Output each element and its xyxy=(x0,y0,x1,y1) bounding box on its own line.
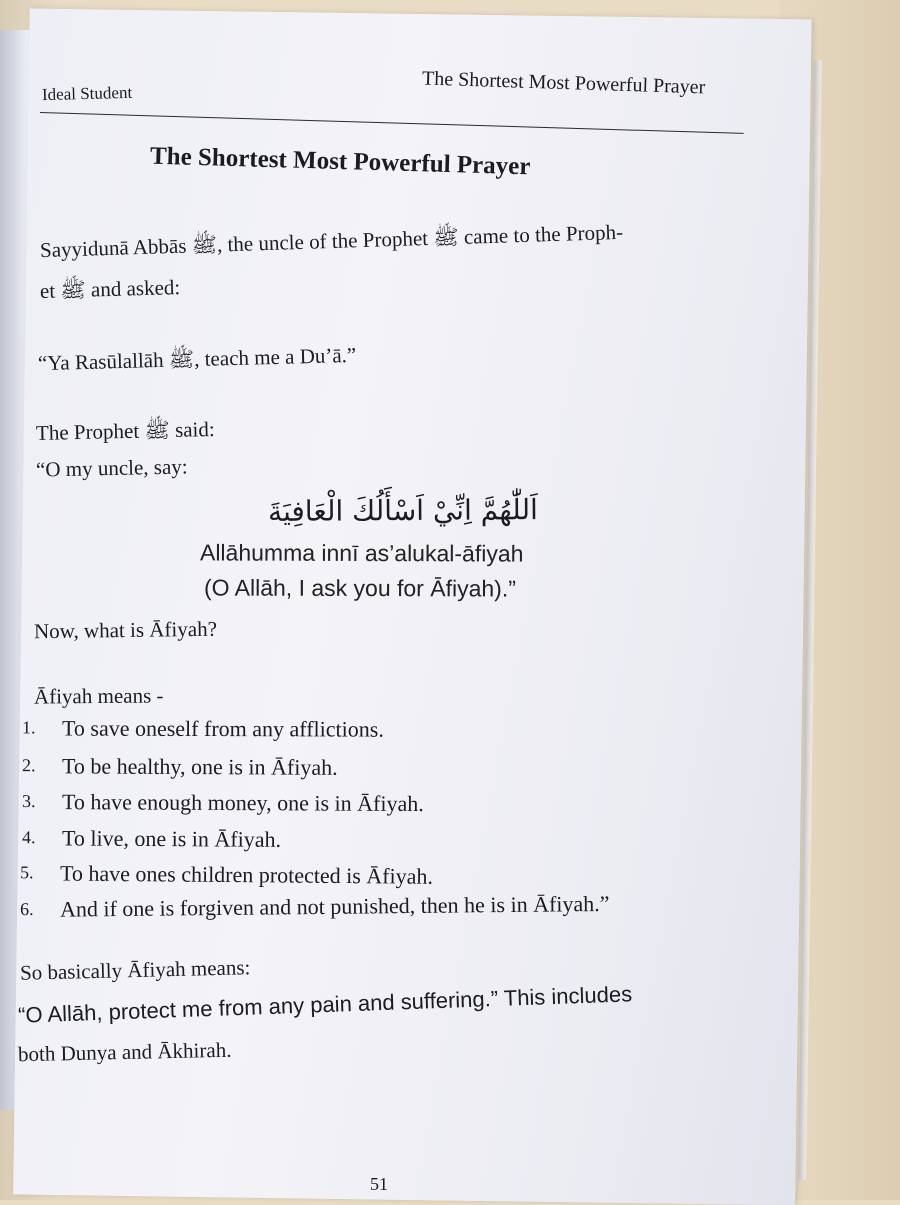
dua-translation: (O Allāh, I ask you for Āfiyah).” xyxy=(203,574,516,602)
list-text: And if one is forgiven and not punished, then he is in Āfiyah.” xyxy=(59,890,610,922)
request-quote: “Ya Rasūlallāh ﷺ, teach me a Du’ā.” xyxy=(37,342,357,376)
list-item xyxy=(22,789,424,817)
list-item xyxy=(22,825,281,853)
list-number: 1. xyxy=(21,717,36,738)
list-item xyxy=(22,753,338,781)
o-my-uncle: “O my uncle, say: xyxy=(35,454,188,482)
running-header-book-title: Ideal Student xyxy=(41,82,133,105)
page-number: 51 xyxy=(370,1174,388,1194)
summary-line-3: both Dunya and Ākhirah. xyxy=(17,1037,232,1067)
list-text: To live, one is in Āfiyah. xyxy=(61,825,282,852)
list-text: To be healthy, one is in Āfiyah. xyxy=(61,753,338,780)
dua-transliteration: Allāhumma innī as’alukal-āfiyah xyxy=(199,539,524,567)
list-number: 2. xyxy=(21,755,36,776)
list-number: 5. xyxy=(19,862,34,883)
list-number: 6. xyxy=(19,898,34,920)
intro-line-2: et ﷺ and asked: xyxy=(39,275,181,303)
list-number: 3. xyxy=(21,790,36,812)
list-text: To have enough money, one is in Āfiyah. xyxy=(61,789,424,817)
list-text: To have ones children protected is Āfiyah. xyxy=(59,860,434,889)
running-header-chapter-title: The Shortest Most Powerful Prayer xyxy=(421,67,706,99)
dua-arabic: اَللّٰهُمَّ اِنِّيْ اَسْأَلُكَ الْعَافِيَةَ xyxy=(267,493,538,528)
list-item xyxy=(20,860,433,890)
summary-line-2: “O Allāh, protect me from any pain and suffering.” This includes xyxy=(17,981,633,1028)
list-text: To save oneself from any afflictions. xyxy=(61,715,384,742)
header-rule xyxy=(40,112,744,134)
list-number: 4. xyxy=(21,827,36,848)
prophet-said: The Prophet ﷺ said: xyxy=(35,416,215,446)
afiyah-question: Now, what is Āfiyah? xyxy=(33,616,218,644)
page-title: The Shortest Most Powerful Prayer xyxy=(149,142,531,181)
list-item xyxy=(20,891,610,923)
afiyah-means-heading: Āfiyah means - xyxy=(33,683,164,709)
summary-line-1: So basically Āfiyah means: xyxy=(19,955,251,985)
intro-line-1: Sayyidunā Abbās ﷺ, the uncle of the Prophet ﷺ came to the Proph- xyxy=(39,219,624,263)
list-item xyxy=(22,715,384,742)
